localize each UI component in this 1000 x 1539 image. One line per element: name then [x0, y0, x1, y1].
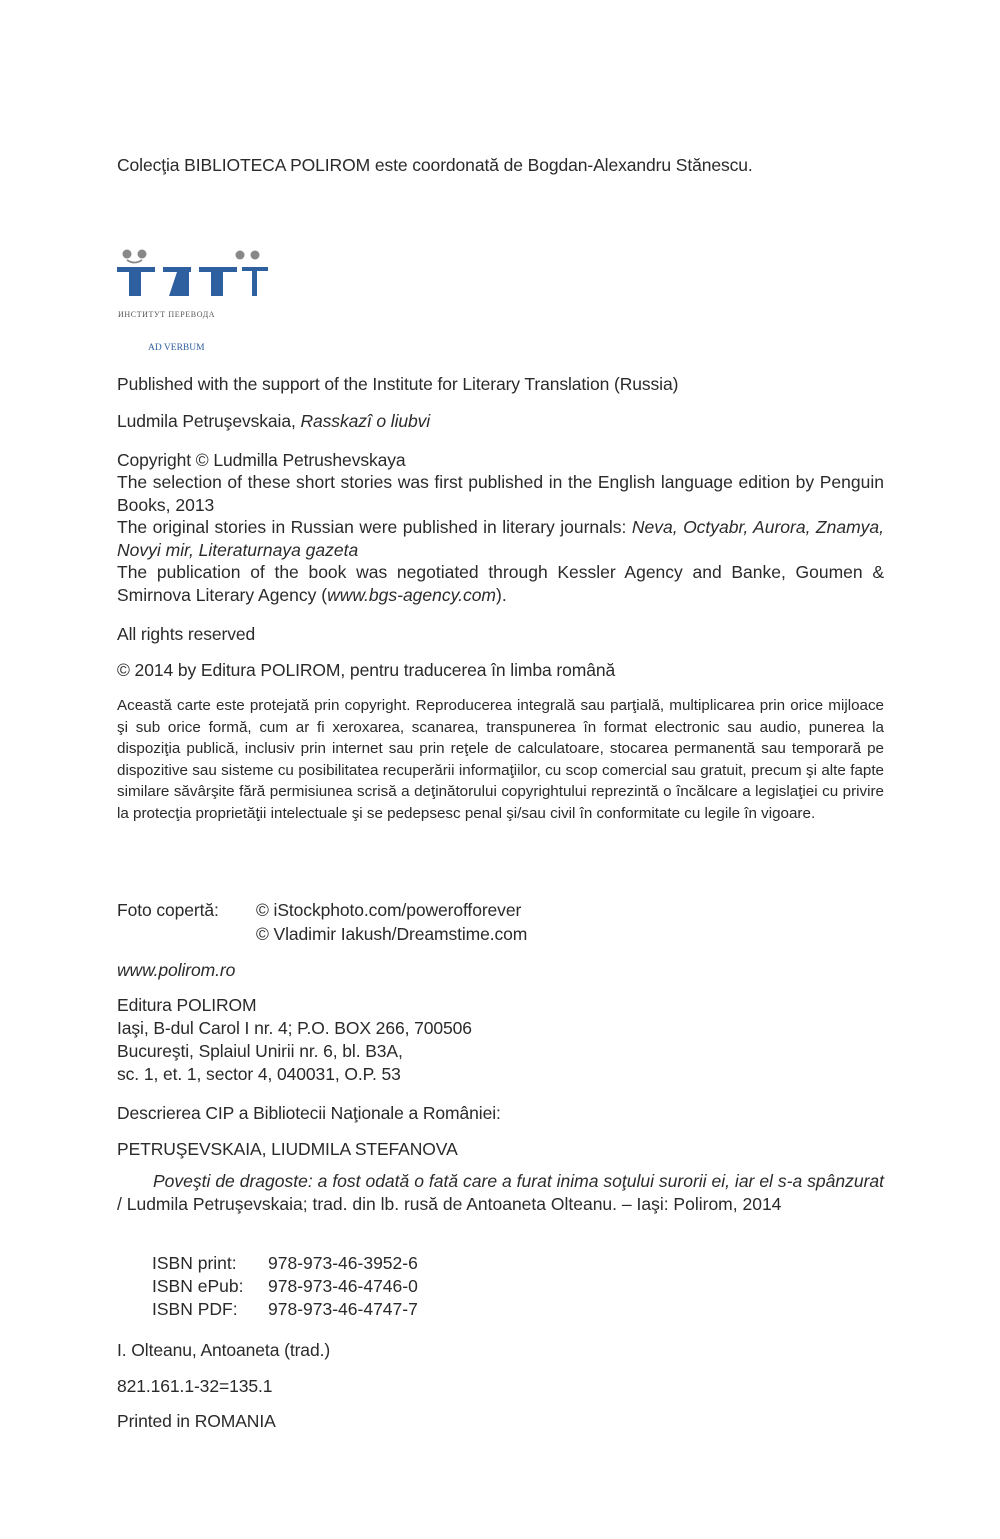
publisher-address-1: Iaşi, B-dul Carol I nr. 4; P.O. BOX 266, 700506 — [117, 1018, 472, 1038]
classification: 821.161.1-32=135.1 — [117, 1376, 273, 1396]
translation-copyright: © 2014 by Editura POLIROM, pentru traducerea în limba română — [117, 660, 616, 680]
original-title — [117, 410, 430, 432]
publisher-name: Editura POLIROM — [117, 995, 257, 1015]
isbn-epub — [152, 1275, 418, 1297]
isbn-print — [152, 1252, 418, 1274]
isbn-pdf — [152, 1298, 418, 1320]
isbn-value: 978-973-46-3952-6 — [268, 1253, 418, 1273]
isbn-label: ISBN PDF: — [152, 1299, 238, 1319]
original-title-text: Rasskazî o liubvi — [300, 411, 431, 431]
website: www.polirom.ro — [117, 960, 236, 980]
cover-photo-credit-1: © iStockphoto.com/powerofforever — [256, 900, 522, 920]
copyright-line: Copyright © Ludmilla Petrushevskaya — [117, 450, 406, 470]
isbn-value: 978-973-46-4747-7 — [268, 1299, 418, 1319]
isbn-label: ISBN ePub: — [152, 1276, 244, 1296]
translator-line: I. Olteanu, Antoaneta (trad.) — [117, 1340, 331, 1360]
rights-reserved: All rights reserved — [117, 624, 256, 644]
agency-url: www.bgs-agency.com — [327, 584, 497, 605]
negotiation-prefix: The publication of the book was negotiated through Kessler Agency and Banke, Goumen & Smirnova Literary Agency ( — [117, 562, 884, 605]
publisher-address-2: Bucureşti, Splaiul Unirii nr. 6, bl. B3A, — [117, 1041, 403, 1061]
support-line: Published with the support of the Institute for Literary Translation (Russia) — [117, 374, 679, 394]
cover-photo-credit-2: © Vladimir Iakush/Dreamstime.com — [256, 924, 528, 944]
selection-note: The selection of these short stories was first published in the English language edition by Penguin Books, 2013 — [117, 472, 884, 515]
collection-line: Colecţia BIBLIOTECA POLIROM este coordonată de Bogdan-Alexandru Stănescu. — [117, 155, 753, 175]
logo-letters — [117, 267, 268, 296]
printed-in: Printed in ROMANIA — [117, 1411, 276, 1431]
institute-logo — [115, 245, 275, 355]
original-author: Ludmila Petruşevskaia, — [117, 411, 301, 431]
cip-author: PETRUŞEVSKAIA, LIUDMILA STEFANOVA — [117, 1139, 458, 1159]
publisher-address-3: sc. 1, et. 1, sector 4, 040031, O.P. 53 — [117, 1064, 401, 1084]
negotiation-suffix: ). — [496, 584, 507, 605]
logo-sub: AD VERBUM — [148, 343, 205, 353]
legal-notice: Această carte este protejată prin copyright. Reproducerea integrală sau parţială, multiplicarea prin orice mijloace şi sub orice formă, cum ar fi xeroxarea, scanarea, transpunerea în format electronic sau audio, punerea la dispoziţia publică, inclusiv prin internet sau prin reţele de calculatoare, stocarea permanentă sau temporară pe dispozitive sau sisteme cu posibilitatea recuperării informaţiilor, cu scop comercial sau gratuit, precum şi alte fapte similare săvârşite fără permisiunea scrisă a deţinătorului copyrightului reprezintă o încălcare a legislaţiei cu privire la protecţia proprietăţii intelectuale şi se pedepsesc penal şi/sau civil în conformitate cu legile în vigoare. — [117, 697, 884, 822]
cip-title — [117, 1170, 884, 1215]
logo-caption: ИНСТИТУТ ПЕРЕВОДА — [118, 310, 216, 319]
cip-title-rest: / Ludmila Petruşevskaia; trad. din lb. rusă de Antoaneta Olteanu. – Iaşi: Polirom, 2014 — [117, 1193, 782, 1214]
logo-dots — [123, 250, 260, 263]
cip-heading: Descrierea CIP a Bibliotecii Naţionale a României: — [117, 1103, 501, 1123]
journals-note — [117, 516, 884, 561]
journals-prefix: The original stories in Russian were published in literary journals: — [117, 517, 632, 537]
negotiation-note — [117, 561, 884, 606]
isbn-value: 978-973-46-4746-0 — [268, 1276, 418, 1296]
isbn-label: ISBN print: — [152, 1253, 237, 1273]
cip-title-italic: Poveşti de dragoste: a fost odată o fată care a furat inima soţului surorii ei, iar el s-a spânzurat — [153, 1171, 884, 1191]
journals-list: Neva, Octyabr, Aurora, Znamya, Novyi mir, Literaturnaya gazeta — [117, 517, 885, 560]
cover-photo-label: Foto copertă: — [117, 900, 219, 920]
